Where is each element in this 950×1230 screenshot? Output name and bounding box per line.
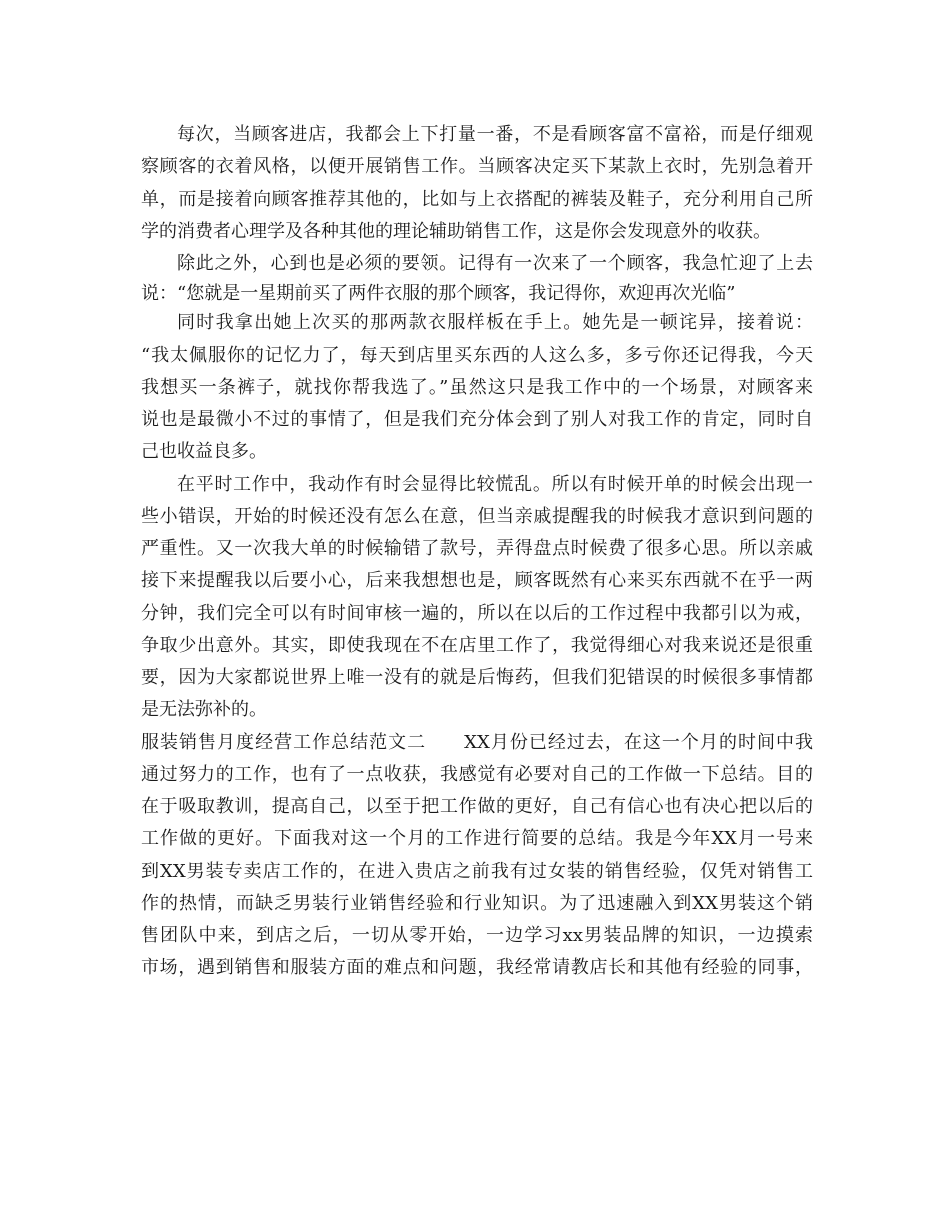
text-line: 到XX男装专卖店工作的，在进入贵店之前我有过女装的销售经验，仅凭对销售工 (141, 860, 813, 882)
text-line: 工作做的更好。下面我对这一个月的工作进行简要的总结。我是今年XX月一号来 (141, 828, 813, 850)
text-line: 说也是最微小不过的事情了，但是我们充分体会到了别人对我工作的肯定，同时自 (141, 409, 813, 430)
text-line: 要，因为大家都说世界上唯一没有的就是后悔药，但我们犯错误的时候很多事情都 (141, 667, 813, 688)
body-text (141, 119, 813, 985)
text-line: 察顾客的衣着风格，以便开展销售工作。当顾客决定买下某款上衣时，先别急着开 (141, 156, 813, 178)
text-line: 在于吸取教训，提高自己，以至于把工作做的更好，自己有信心也有决心把以后的 (141, 796, 813, 817)
text-line: 分钟，我们完全可以有时间审核一遍的，所以在以后的工作过程中我都引以为戒， (141, 602, 813, 624)
text-line: 我想买一条裤子，就找你帮我选了。”虽然这只是我工作中的一个场景，对顾客来 (141, 376, 813, 398)
text-line: 说：“您就是一星期前买了两件衣服的那个顾客，我记得你，欢迎再次光临” (141, 283, 736, 305)
text-line: 单，而是接着向顾客推荐其他的，比如与上衣搭配的裤装及鞋子，充分利用自己所 (141, 188, 813, 210)
text-line: 接下来提醒我以后要小心，后来我想想也是，顾客既然有心来买东西就不在乎一两 (141, 570, 813, 592)
text-line: 学的消费者心理学及各种其他的理论辅助销售工作，这是你会发现意外的收获。 (141, 220, 771, 242)
text-line: 是无法弥补的。 (141, 699, 267, 721)
text-line: 除此之外，心到也是必须的要领。记得有一次来了一个顾客，我急忙迎了上去 (177, 253, 813, 274)
text-line: 在平时工作中，我动作有时会显得比较慌乱。所以有时候开单的时候会出现一 (177, 473, 813, 495)
text-line: 市场，遇到销售和服装方面的难点和问题，我经常请教店长和其他有经验的同事， (141, 957, 813, 979)
text-line: 争取少出意外。其实，即使我现在不在店里工作了，我觉得细心对我来说还是很重 (141, 634, 813, 656)
text-line: 严重性。又一次我大单的时候输错了款号，弄得盘点时候费了很多心思。所以亲戚 (141, 538, 813, 559)
text-line: “我太佩服你的记忆力了，每天到店里买东西的人这么多，多亏你还记得我，今天 (141, 344, 813, 366)
text-line: 通过努力的工作，也有了一点收获，我感觉有必要对自己的工作做一下总结。目的 (141, 763, 813, 785)
text-line: 同时我拿出她上次买的那两款衣服样板在手上。她先是一顿诧异，接着说： (177, 312, 813, 334)
text-line: 己也收益良多。 (141, 441, 267, 463)
text-line: 服装销售月度经营工作总结范文二 XX月份已经过去，在这一个月的时间中我 (141, 731, 813, 753)
text-line: 每次，当顾客进店，我都会上下打量一番，不是看顾客富不富裕，而是仔细观 (177, 124, 813, 145)
text-line: 售团队中来，到店之后，一切从零开始，一边学习xx男装品牌的知识，一边摸索 (141, 925, 813, 946)
text-line: 作的热情，而缺乏男装行业销售经验和行业知识。为了迅速融入到XX男装这个销 (141, 892, 813, 914)
text-line: 些小错误，开始的时候还没有怎么在意，但当亲戚提醒我的时候我才意识到问题的 (141, 505, 813, 527)
